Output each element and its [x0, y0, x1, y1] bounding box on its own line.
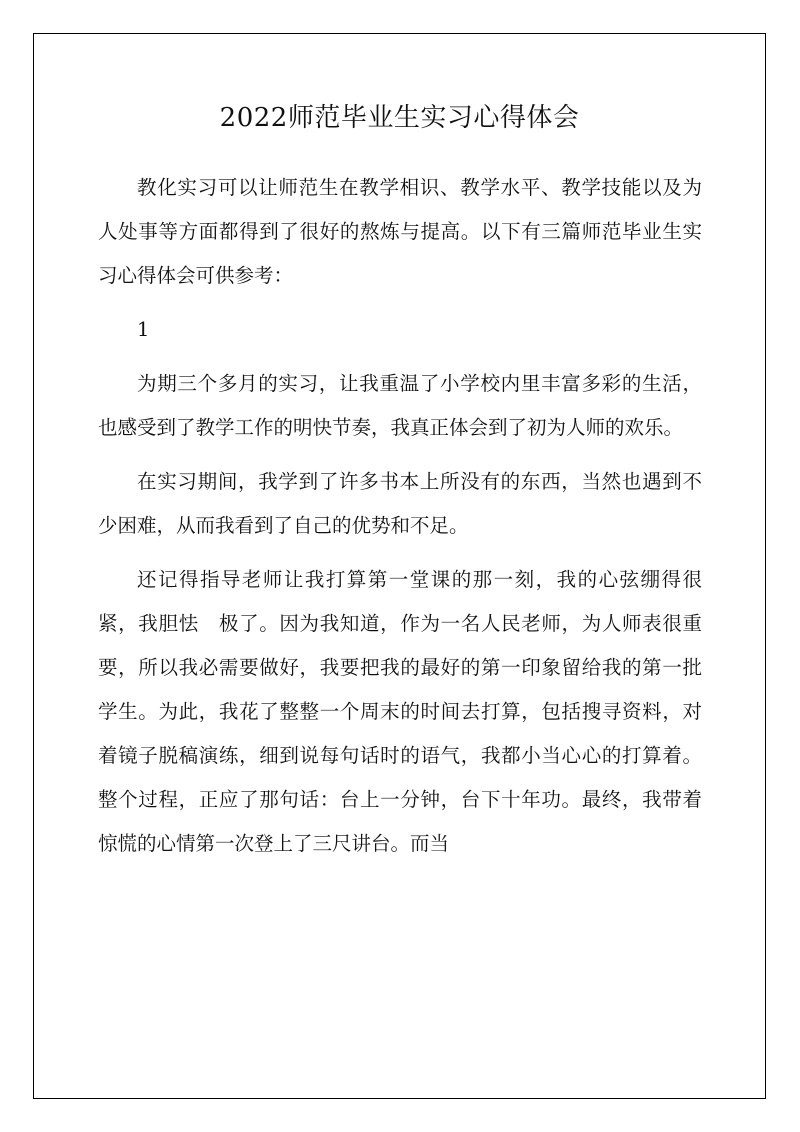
document-body — [98, 166, 702, 876]
paragraph-2: 在实习期间，我学到了许多书本上所没有的东西，当然也遇到不少困难，从而我看到了自己的优势和不足。 — [98, 470, 702, 537]
document-title: 2022师范毕业生实习心得体会 — [219, 103, 580, 133]
section-number: 1 — [137, 318, 150, 341]
paragraph-intro: 教化实习可以让师范生在教学相识、教学水平、教学技能以及为人处事等方面都得到了很好的熬炼与提高。以下有三篇师范毕业生实习心得体会可供参考： — [98, 176, 702, 287]
paragraph-1: 为期三个多月的实习，让我重温了小学校内里丰富多彩的生活，也感受到了教学工作的明快节奏，我真正体会到了初为人师的欢乐。 — [98, 372, 702, 439]
paragraph-3: 还记得指导老师让我打算第一堂课的那一刻，我的心弦绷得很紧，我胆怯 极了。因为我知道，作为一名人民老师，为人师表很重要，所以我必需要做好，我要把我的最好的第一印象留给我的第一批学生。为此，我花了整整一个周末的时间去打算，包括搜寻资料，对着镜子脱稿演练，细到说每句话时的语气，我都小当心心的打算着。整个过程，正应了那句话：台上一分钟，台下十年功。最终，我带着惊慌的心情第一次登上了三尺讲台。而当 — [98, 568, 702, 855]
